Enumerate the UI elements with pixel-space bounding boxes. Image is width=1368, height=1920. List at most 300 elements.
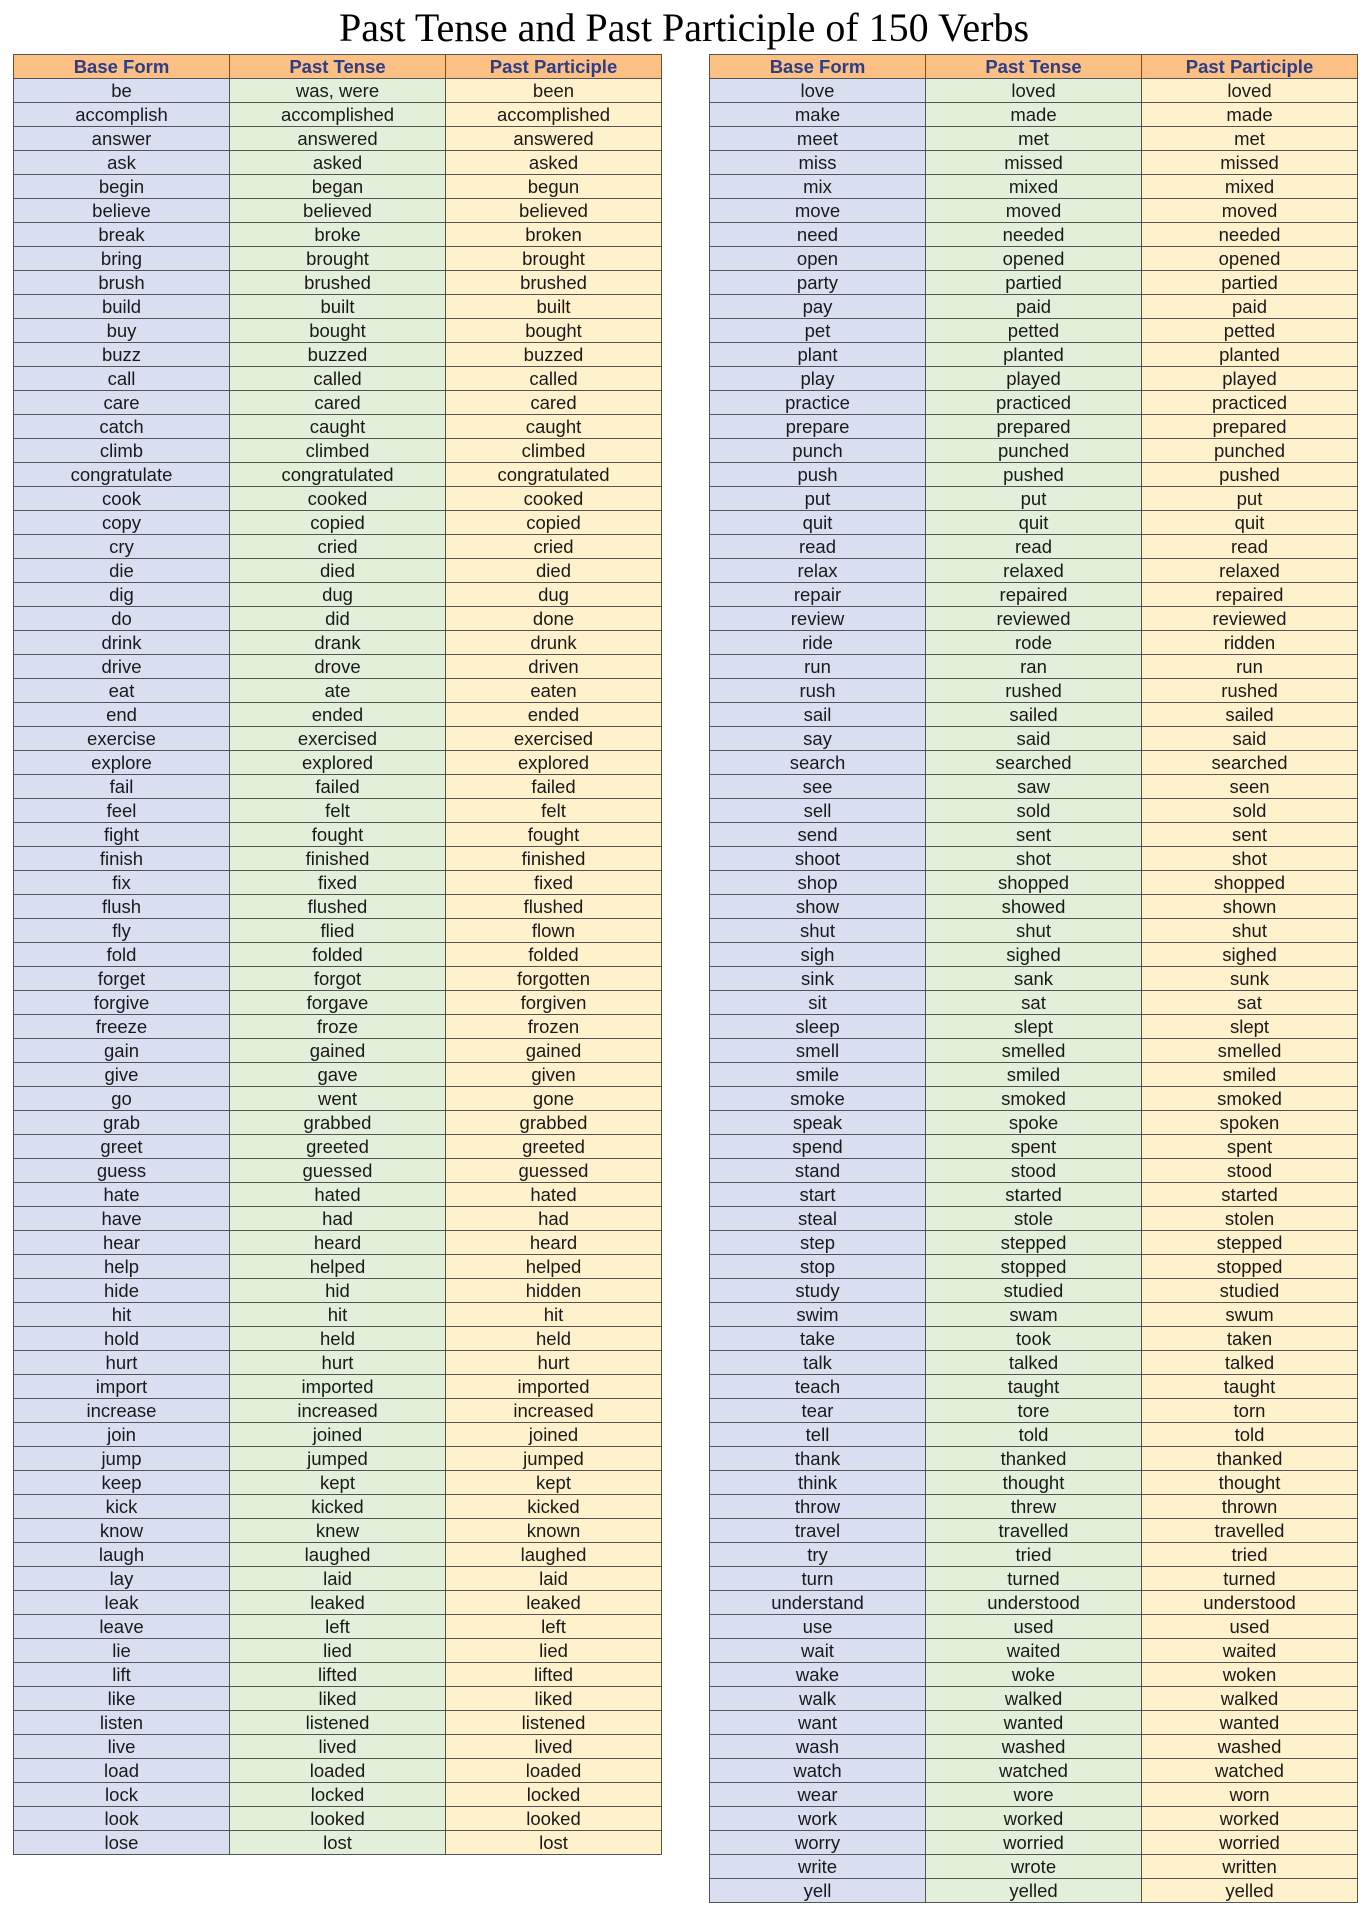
past-tense-cell: was, were: [230, 79, 446, 103]
past-tense-cell: built: [230, 295, 446, 319]
base-form-cell: stand: [710, 1159, 926, 1183]
past-tense-cell: started: [926, 1183, 1142, 1207]
table-row: [710, 1351, 1358, 1375]
past-participle-cell: made: [1142, 103, 1358, 127]
past-tense-cell: cared: [230, 391, 446, 415]
base-form-cell: call: [14, 367, 230, 391]
base-form-cell: congratulate: [14, 463, 230, 487]
base-form-cell: accomplish: [14, 103, 230, 127]
past-participle-cell: shut: [1142, 919, 1358, 943]
base-form-cell: need: [710, 223, 926, 247]
table-row: [710, 295, 1358, 319]
table-row: [710, 415, 1358, 439]
base-form-cell: sit: [710, 991, 926, 1015]
past-tense-cell: waited: [926, 1639, 1142, 1663]
past-participle-cell: looked: [446, 1807, 662, 1831]
past-tense-cell: travelled: [926, 1519, 1142, 1543]
base-form-cell: bring: [14, 247, 230, 271]
past-tense-cell: fixed: [230, 871, 446, 895]
past-participle-cell: called: [446, 367, 662, 391]
header-past-tense: Past Tense: [926, 55, 1142, 79]
past-tense-cell: hated: [230, 1183, 446, 1207]
past-tense-cell: woke: [926, 1663, 1142, 1687]
past-tense-cell: worried: [926, 1831, 1142, 1855]
table-row: [14, 1471, 662, 1495]
table-row: [710, 1471, 1358, 1495]
table-row: [14, 1783, 662, 1807]
past-participle-cell: sat: [1142, 991, 1358, 1015]
past-participle-cell: played: [1142, 367, 1358, 391]
base-form-cell: hurt: [14, 1351, 230, 1375]
verb-table-right-body: [710, 79, 1358, 1903]
base-form-cell: open: [710, 247, 926, 271]
past-participle-cell: wanted: [1142, 1711, 1358, 1735]
past-participle-cell: watched: [1142, 1759, 1358, 1783]
table-row: [710, 487, 1358, 511]
table-row: [710, 1663, 1358, 1687]
table-row: [14, 1711, 662, 1735]
past-tense-cell: finished: [230, 847, 446, 871]
past-tense-cell: copied: [230, 511, 446, 535]
table-row: [14, 1231, 662, 1255]
base-form-cell: prepare: [710, 415, 926, 439]
table-row: [710, 1279, 1358, 1303]
past-participle-cell: sunk: [1142, 967, 1358, 991]
past-tense-cell: wrote: [926, 1855, 1142, 1879]
base-form-cell: speak: [710, 1111, 926, 1135]
past-participle-cell: sent: [1142, 823, 1358, 847]
base-form-cell: shut: [710, 919, 926, 943]
table-row: [710, 1063, 1358, 1087]
past-tense-cell: brushed: [230, 271, 446, 295]
past-participle-cell: torn: [1142, 1399, 1358, 1423]
past-tense-cell: lost: [230, 1831, 446, 1855]
verb-table-right: [709, 54, 1358, 1903]
base-form-cell: ride: [710, 631, 926, 655]
past-tense-cell: saw: [926, 775, 1142, 799]
past-participle-cell: frozen: [446, 1015, 662, 1039]
past-tense-cell: washed: [926, 1735, 1142, 1759]
table-row: [14, 823, 662, 847]
table-row: [710, 1615, 1358, 1639]
base-form-cell: know: [14, 1519, 230, 1543]
base-form-cell: end: [14, 703, 230, 727]
table-row: [14, 1735, 662, 1759]
table-row: [14, 1495, 662, 1519]
base-form-cell: lock: [14, 1783, 230, 1807]
past-tense-cell: shut: [926, 919, 1142, 943]
header-base-form: Base Form: [710, 55, 926, 79]
past-tense-cell: hid: [230, 1279, 446, 1303]
past-tense-cell: joined: [230, 1423, 446, 1447]
past-tense-cell: pushed: [926, 463, 1142, 487]
base-form-cell: jump: [14, 1447, 230, 1471]
base-form-cell: see: [710, 775, 926, 799]
table-row: [710, 463, 1358, 487]
table-row: [14, 703, 662, 727]
past-participle-cell: mixed: [1142, 175, 1358, 199]
table-row: [14, 103, 662, 127]
past-tense-cell: reviewed: [926, 607, 1142, 631]
base-form-cell: love: [710, 79, 926, 103]
table-row: [710, 1375, 1358, 1399]
table-row: [14, 1543, 662, 1567]
past-tense-cell: listened: [230, 1711, 446, 1735]
table-row: [14, 1111, 662, 1135]
past-tense-cell: answered: [230, 127, 446, 151]
past-participle-cell: died: [446, 559, 662, 583]
base-form-cell: care: [14, 391, 230, 415]
past-participle-cell: relaxed: [1142, 559, 1358, 583]
header-base-form: Base Form: [14, 55, 230, 79]
table-row: [710, 1087, 1358, 1111]
table-row: [710, 751, 1358, 775]
base-form-cell: build: [14, 295, 230, 319]
base-form-cell: spend: [710, 1135, 926, 1159]
past-tense-cell: missed: [926, 151, 1142, 175]
past-tense-cell: dug: [230, 583, 446, 607]
past-tense-cell: spent: [926, 1135, 1142, 1159]
past-tense-cell: sold: [926, 799, 1142, 823]
past-participle-cell: lifted: [446, 1663, 662, 1687]
past-participle-cell: gone: [446, 1087, 662, 1111]
past-participle-cell: forgiven: [446, 991, 662, 1015]
base-form-cell: turn: [710, 1567, 926, 1591]
past-tense-cell: exercised: [230, 727, 446, 751]
base-form-cell: answer: [14, 127, 230, 151]
base-form-cell: believe: [14, 199, 230, 223]
past-tense-cell: thought: [926, 1471, 1142, 1495]
past-participle-cell: told: [1142, 1423, 1358, 1447]
base-form-cell: shoot: [710, 847, 926, 871]
past-tense-cell: broke: [230, 223, 446, 247]
past-tense-cell: looked: [230, 1807, 446, 1831]
past-tense-cell: jumped: [230, 1447, 446, 1471]
table-row: [710, 511, 1358, 535]
past-participle-cell: hurt: [446, 1351, 662, 1375]
table-row: [14, 775, 662, 799]
past-participle-cell: joined: [446, 1423, 662, 1447]
base-form-cell: climb: [14, 439, 230, 463]
past-participle-cell: sighed: [1142, 943, 1358, 967]
past-participle-cell: congratulated: [446, 463, 662, 487]
past-tense-cell: gained: [230, 1039, 446, 1063]
table-row: [14, 295, 662, 319]
table-row: [14, 1039, 662, 1063]
base-form-cell: increase: [14, 1399, 230, 1423]
table-row: [14, 79, 662, 103]
table-row: [710, 775, 1358, 799]
past-tense-cell: flushed: [230, 895, 446, 919]
table-row: [14, 1519, 662, 1543]
past-tense-cell: kept: [230, 1471, 446, 1495]
base-form-cell: work: [710, 1807, 926, 1831]
table-row: [710, 607, 1358, 631]
past-participle-cell: turned: [1142, 1567, 1358, 1591]
table-row: [710, 1591, 1358, 1615]
base-form-cell: help: [14, 1255, 230, 1279]
table-row: [710, 991, 1358, 1015]
past-participle-cell: thought: [1142, 1471, 1358, 1495]
table-row: [14, 391, 662, 415]
table-row: [14, 727, 662, 751]
past-tense-cell: asked: [230, 151, 446, 175]
base-form-cell: lift: [14, 1663, 230, 1687]
table-row: [710, 1639, 1358, 1663]
table-row: [14, 1279, 662, 1303]
past-tense-cell: went: [230, 1087, 446, 1111]
past-tense-cell: relaxed: [926, 559, 1142, 583]
past-tense-cell: brought: [230, 247, 446, 271]
past-participle-cell: stopped: [1142, 1255, 1358, 1279]
base-form-cell: drive: [14, 655, 230, 679]
base-form-cell: hold: [14, 1327, 230, 1351]
header-past-tense: Past Tense: [230, 55, 446, 79]
past-tense-cell: thanked: [926, 1447, 1142, 1471]
past-participle-cell: lied: [446, 1639, 662, 1663]
past-participle-cell: asked: [446, 151, 662, 175]
table-row: [710, 943, 1358, 967]
past-participle-cell: seen: [1142, 775, 1358, 799]
past-tense-cell: turned: [926, 1567, 1142, 1591]
table-row: [14, 151, 662, 175]
table-row: [710, 1183, 1358, 1207]
past-participle-cell: eaten: [446, 679, 662, 703]
table-row: [710, 1111, 1358, 1135]
past-participle-cell: laughed: [446, 1543, 662, 1567]
past-tense-cell: used: [926, 1615, 1142, 1639]
base-form-cell: do: [14, 607, 230, 631]
table-row: [710, 535, 1358, 559]
base-form-cell: take: [710, 1327, 926, 1351]
base-form-cell: swim: [710, 1303, 926, 1327]
past-tense-cell: drove: [230, 655, 446, 679]
past-tense-cell: began: [230, 175, 446, 199]
base-form-cell: step: [710, 1231, 926, 1255]
past-participle-cell: woken: [1142, 1663, 1358, 1687]
past-participle-cell: cared: [446, 391, 662, 415]
base-form-cell: start: [710, 1183, 926, 1207]
past-participle-cell: leaked: [446, 1591, 662, 1615]
table-row: [710, 1207, 1358, 1231]
table-row: [14, 535, 662, 559]
base-form-cell: brush: [14, 271, 230, 295]
table-row: [710, 1567, 1358, 1591]
past-tense-cell: hit: [230, 1303, 446, 1327]
table-row: [710, 1255, 1358, 1279]
table-row: [14, 1567, 662, 1591]
past-tense-cell: kicked: [230, 1495, 446, 1519]
table-row: [14, 1831, 662, 1855]
table-row: [710, 1855, 1358, 1879]
table-row: [14, 847, 662, 871]
past-tense-cell: sank: [926, 967, 1142, 991]
past-participle-cell: loaded: [446, 1759, 662, 1783]
table-row: [710, 1399, 1358, 1423]
past-tense-cell: rushed: [926, 679, 1142, 703]
past-participle-cell: shown: [1142, 895, 1358, 919]
past-tense-cell: spoke: [926, 1111, 1142, 1135]
table-row: [14, 1087, 662, 1111]
past-tense-cell: leaked: [230, 1591, 446, 1615]
base-form-cell: fold: [14, 943, 230, 967]
past-participle-cell: buzzed: [446, 343, 662, 367]
past-tense-cell: froze: [230, 1015, 446, 1039]
past-tense-cell: swam: [926, 1303, 1142, 1327]
past-participle-cell: lived: [446, 1735, 662, 1759]
past-participle-cell: sold: [1142, 799, 1358, 823]
past-participle-cell: rushed: [1142, 679, 1358, 703]
base-form-cell: practice: [710, 391, 926, 415]
past-participle-cell: broken: [446, 223, 662, 247]
base-form-cell: lose: [14, 1831, 230, 1855]
base-form-cell: fly: [14, 919, 230, 943]
past-participle-cell: walked: [1142, 1687, 1358, 1711]
past-participle-cell: run: [1142, 655, 1358, 679]
base-form-cell: put: [710, 487, 926, 511]
table-row: [14, 1207, 662, 1231]
table-row: [710, 1519, 1358, 1543]
past-tense-cell: watched: [926, 1759, 1142, 1783]
base-form-cell: smell: [710, 1039, 926, 1063]
past-tense-cell: shot: [926, 847, 1142, 871]
table-row: [710, 271, 1358, 295]
past-participle-cell: washed: [1142, 1735, 1358, 1759]
base-form-cell: teach: [710, 1375, 926, 1399]
table-row: [14, 1375, 662, 1399]
past-tense-cell: laughed: [230, 1543, 446, 1567]
base-form-cell: kick: [14, 1495, 230, 1519]
past-participle-cell: greeted: [446, 1135, 662, 1159]
past-participle-cell: moved: [1142, 199, 1358, 223]
past-tense-cell: did: [230, 607, 446, 631]
past-tense-cell: imported: [230, 1375, 446, 1399]
past-tense-cell: caught: [230, 415, 446, 439]
past-participle-cell: prepared: [1142, 415, 1358, 439]
past-tense-cell: left: [230, 1615, 446, 1639]
base-form-cell: fail: [14, 775, 230, 799]
past-tense-cell: lived: [230, 1735, 446, 1759]
past-tense-cell: punched: [926, 439, 1142, 463]
past-participle-cell: brushed: [446, 271, 662, 295]
past-participle-cell: worked: [1142, 1807, 1358, 1831]
past-tense-cell: moved: [926, 199, 1142, 223]
base-form-cell: smoke: [710, 1087, 926, 1111]
base-form-cell: wake: [710, 1663, 926, 1687]
past-participle-cell: smelled: [1142, 1039, 1358, 1063]
past-participle-cell: waited: [1142, 1639, 1358, 1663]
base-form-cell: be: [14, 79, 230, 103]
past-tense-cell: felt: [230, 799, 446, 823]
base-form-cell: move: [710, 199, 926, 223]
table-row: [710, 127, 1358, 151]
base-form-cell: plant: [710, 343, 926, 367]
base-form-cell: tear: [710, 1399, 926, 1423]
past-participle-cell: met: [1142, 127, 1358, 151]
table-row: [14, 559, 662, 583]
table-row: [14, 1063, 662, 1087]
base-form-cell: forget: [14, 967, 230, 991]
table-row: [710, 1831, 1358, 1855]
base-form-cell: lay: [14, 1567, 230, 1591]
base-form-cell: copy: [14, 511, 230, 535]
table-row: [710, 727, 1358, 751]
table-row: [14, 319, 662, 343]
past-participle-cell: worried: [1142, 1831, 1358, 1855]
past-tense-cell: repaired: [926, 583, 1142, 607]
past-participle-cell: petted: [1142, 319, 1358, 343]
table-row: [14, 1015, 662, 1039]
table-row: [710, 319, 1358, 343]
past-participle-cell: ended: [446, 703, 662, 727]
table-row: [710, 367, 1358, 391]
base-form-cell: party: [710, 271, 926, 295]
base-form-cell: cook: [14, 487, 230, 511]
base-form-cell: begin: [14, 175, 230, 199]
base-form-cell: catch: [14, 415, 230, 439]
past-tense-cell: accomplished: [230, 103, 446, 127]
table-row: [710, 1807, 1358, 1831]
table-row: [14, 1303, 662, 1327]
past-participle-cell: cried: [446, 535, 662, 559]
past-participle-cell: repaired: [1142, 583, 1358, 607]
base-form-cell: guess: [14, 1159, 230, 1183]
past-tense-cell: knew: [230, 1519, 446, 1543]
base-form-cell: dig: [14, 583, 230, 607]
table-row: [710, 1687, 1358, 1711]
past-tense-cell: wore: [926, 1783, 1142, 1807]
table-row: [710, 1495, 1358, 1519]
past-participle-cell: practiced: [1142, 391, 1358, 415]
base-form-cell: play: [710, 367, 926, 391]
past-tense-cell: flied: [230, 919, 446, 943]
past-tense-cell: hurt: [230, 1351, 446, 1375]
past-participle-cell: missed: [1142, 151, 1358, 175]
past-participle-cell: forgotten: [446, 967, 662, 991]
past-tense-cell: slept: [926, 1015, 1142, 1039]
base-form-cell: shop: [710, 871, 926, 895]
past-participle-cell: quit: [1142, 511, 1358, 535]
base-form-cell: hide: [14, 1279, 230, 1303]
past-tense-cell: read: [926, 535, 1142, 559]
base-form-cell: live: [14, 1735, 230, 1759]
past-participle-cell: jumped: [446, 1447, 662, 1471]
past-tense-cell: explored: [230, 751, 446, 775]
base-form-cell: understand: [710, 1591, 926, 1615]
base-form-cell: review: [710, 607, 926, 631]
table-row: [14, 607, 662, 631]
table-row: [14, 991, 662, 1015]
table-row: [14, 415, 662, 439]
base-form-cell: finish: [14, 847, 230, 871]
base-form-cell: ask: [14, 151, 230, 175]
past-tense-cell: told: [926, 1423, 1142, 1447]
past-tense-cell: partied: [926, 271, 1142, 295]
table-row: [710, 247, 1358, 271]
past-tense-cell: held: [230, 1327, 446, 1351]
table-row: [14, 583, 662, 607]
past-participle-cell: left: [446, 1615, 662, 1639]
table-row: [14, 1159, 662, 1183]
past-participle-cell: put: [1142, 487, 1358, 511]
past-participle-cell: drunk: [446, 631, 662, 655]
base-form-cell: eat: [14, 679, 230, 703]
past-participle-cell: partied: [1142, 271, 1358, 295]
past-tense-cell: petted: [926, 319, 1142, 343]
table-row: [710, 799, 1358, 823]
header-past-participle: Past Participle: [1142, 55, 1358, 79]
past-participle-cell: laid: [446, 1567, 662, 1591]
